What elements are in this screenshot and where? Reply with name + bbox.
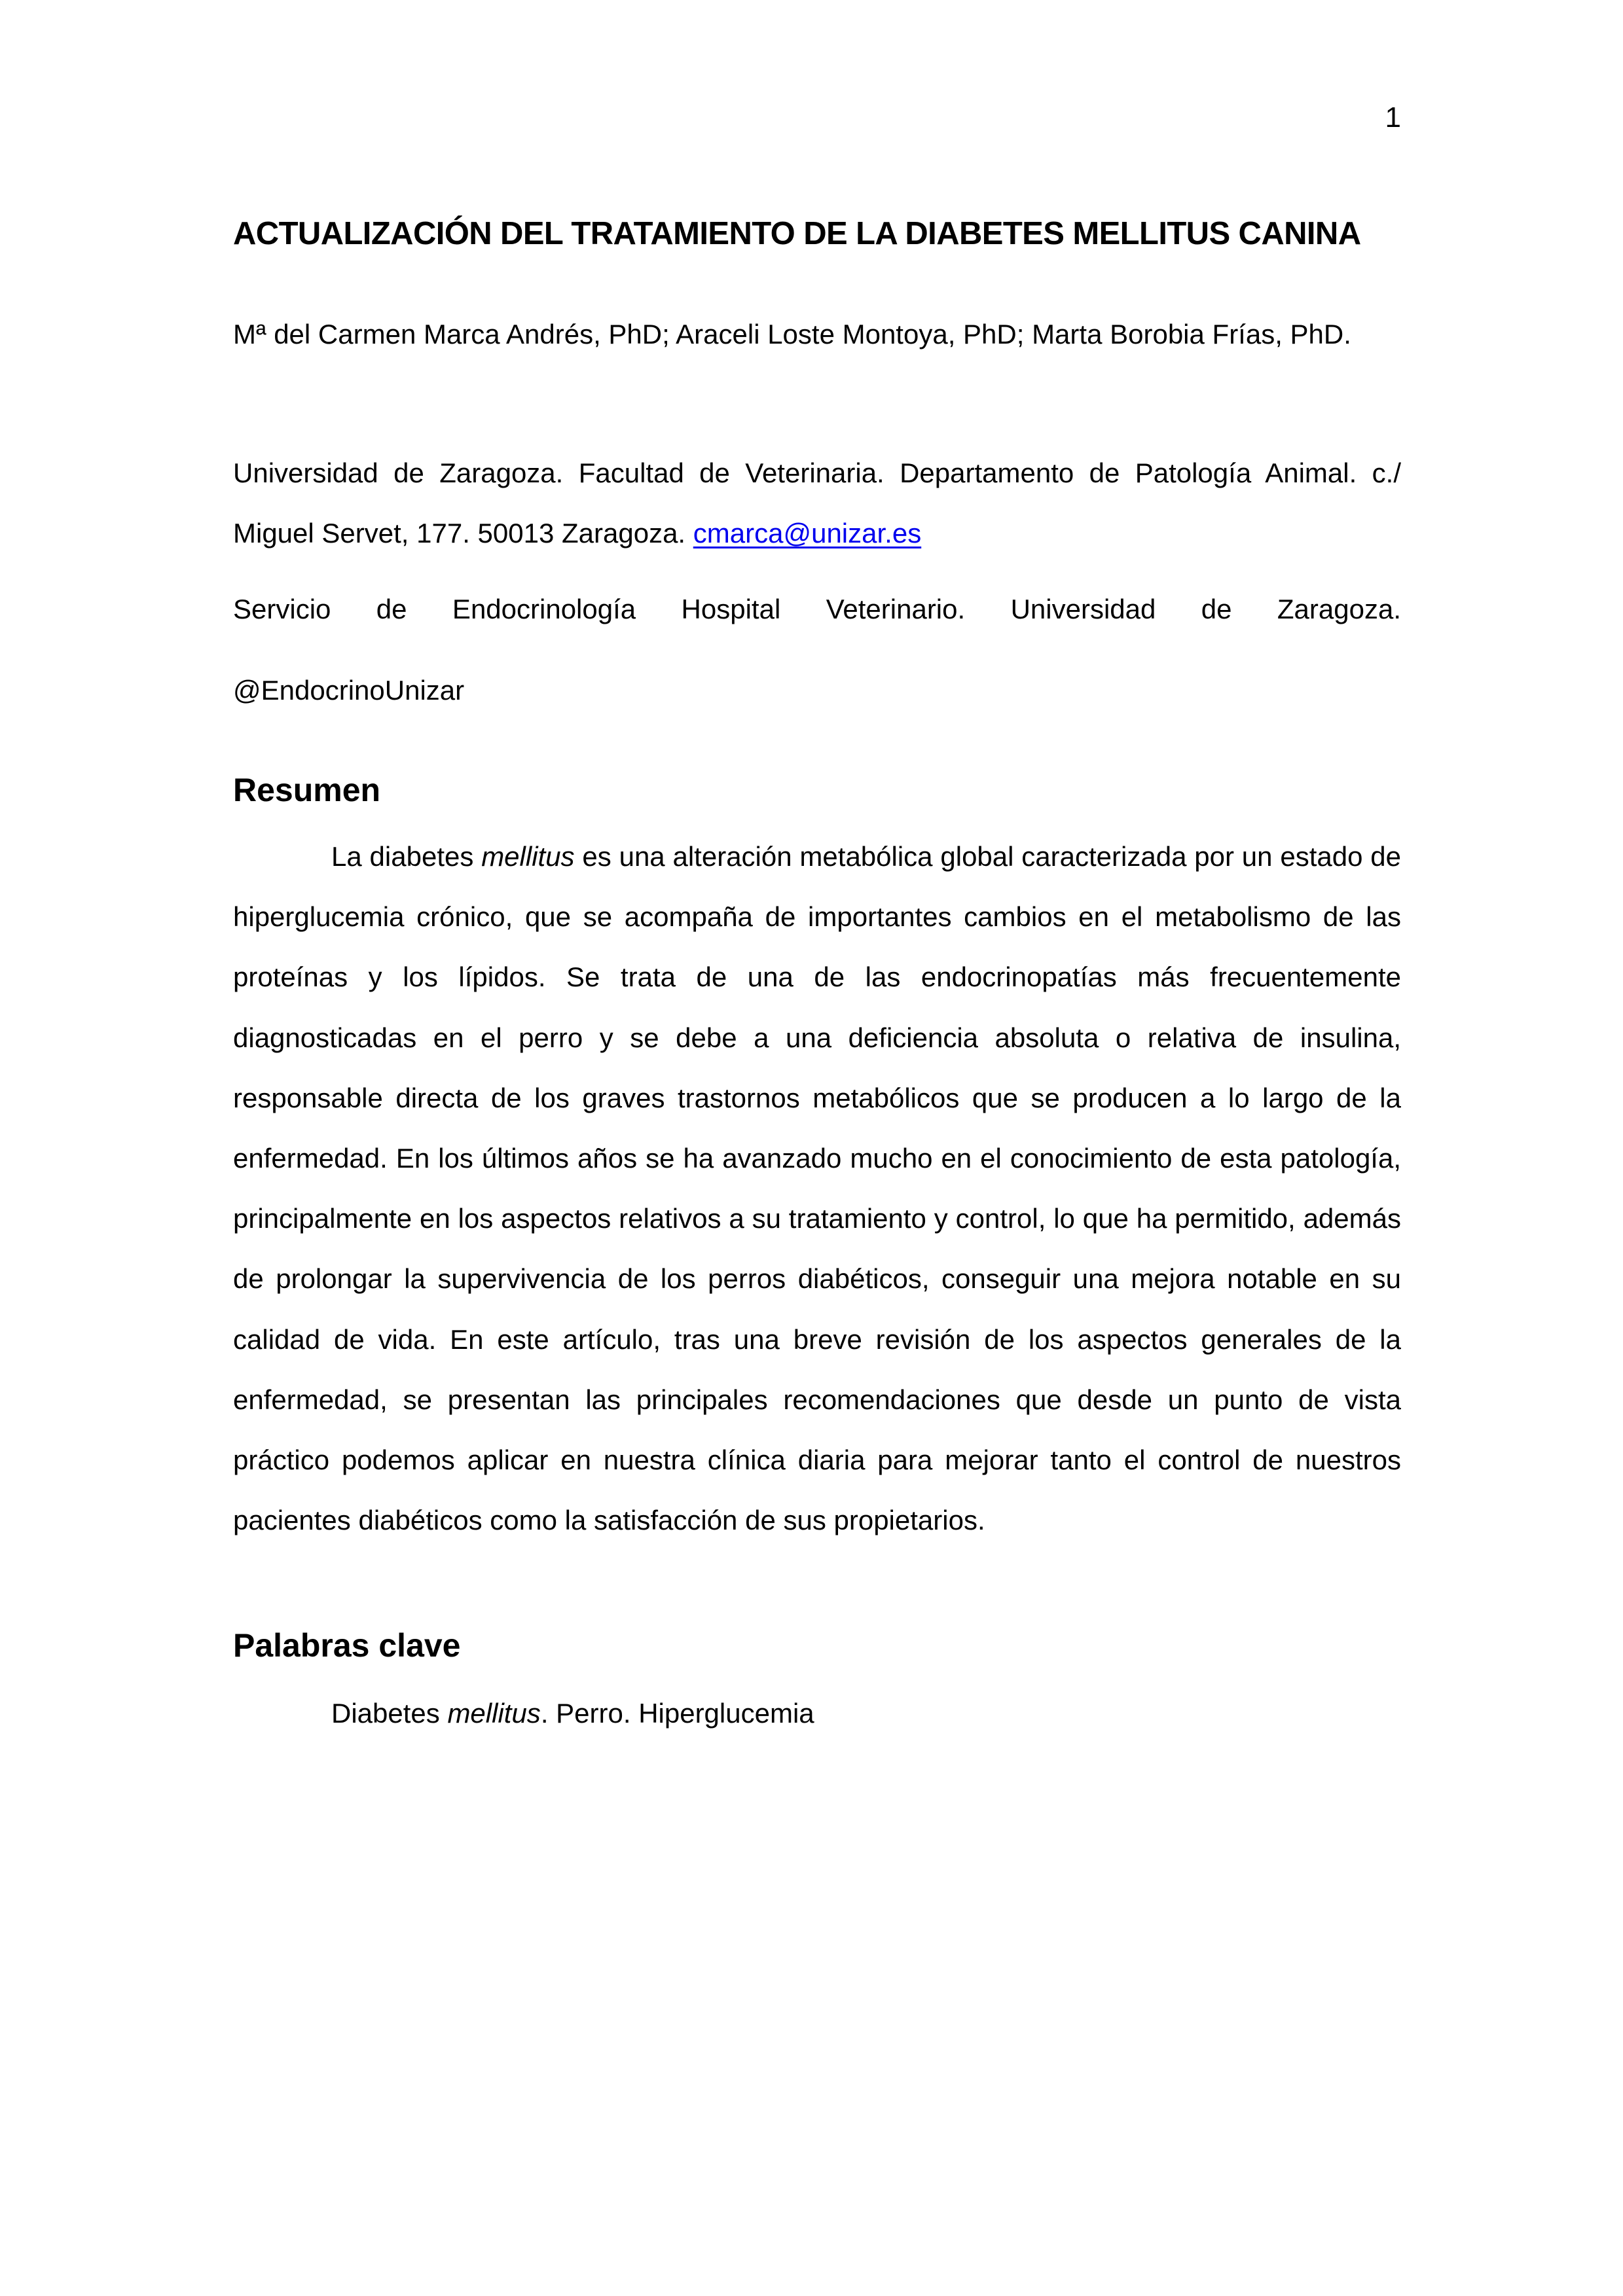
abstract-heading: Resumen	[233, 772, 381, 808]
author-list: Mª del Carmen Marca Andrés, PhD; Araceli Loste Montoya, PhD; Marta Borobia Frías, PhD.	[233, 319, 1351, 350]
keyword-text-start: Diabetes	[331, 1698, 448, 1729]
keyword-text-rest: . Perro. Hiperglucemia	[540, 1698, 814, 1729]
abstract-italic-term: mellitus	[481, 841, 575, 872]
page-number: 1	[1385, 101, 1401, 134]
abstract-text-rest: es una alteración metabólica global caracterizada por un estado de hiperglucemia crónico, que se acompaña de importantes cambios en el metabolismo de las proteínas y los lípidos. Se trata de una de las endocrinopatías más frecuentemente diagnosticadas en el perro y se debe a una deficiencia absoluta o relativa de insulina, responsable directa de los graves trastornos metabólicos que se producen a lo largo de la enfermedad. En los últimos años se ha avanzado mucho en el conocimiento de esta patología, principalmente en los aspectos relativos a su tratamiento y control, lo que ha permitido, además de prolongar la supervivencia de los perros diabéticos, conseguir una mejora notable en su calidad de vida. En este artículo, tras una breve revisión de los aspectos generales de la enfermedad, se presentan las principales recomendaciones que desde un punto de vista práctico podemos aplicar en nuestra clínica diaria para mejorar tanto el control de nuestros pacientes diabéticos como la satisfacción de sus propietarios.	[233, 841, 1401, 1536]
service-affiliation	[233, 579, 1401, 721]
affiliation	[233, 443, 1401, 564]
abstract-text-start: La diabetes	[331, 841, 482, 872]
keywords-heading: Palabras clave	[233, 1627, 461, 1664]
keyword-italic-term: mellitus	[447, 1698, 541, 1729]
article-title: ACTUALIZACIÓN DEL TRATAMIENTO DE LA DIABETES MELLITUS CANINA	[233, 216, 1361, 251]
service-text: Servicio de Endocrinología Hospital Veterinario. Universidad de Zaragoza.	[233, 594, 1401, 624]
keywords-list	[331, 1683, 814, 1744]
affiliation-text: Universidad de Zaragoza. Facultad de Veterinaria. Departamento de Patología Animal. c./ Miguel Servet, 177. 50013 Zaragoza.	[233, 457, 1401, 548]
email-link[interactable]: cmarca@unizar.es	[693, 518, 922, 548]
abstract-paragraph	[233, 827, 1401, 1551]
twitter-handle: @EndocrinoUnizar	[233, 675, 465, 706]
